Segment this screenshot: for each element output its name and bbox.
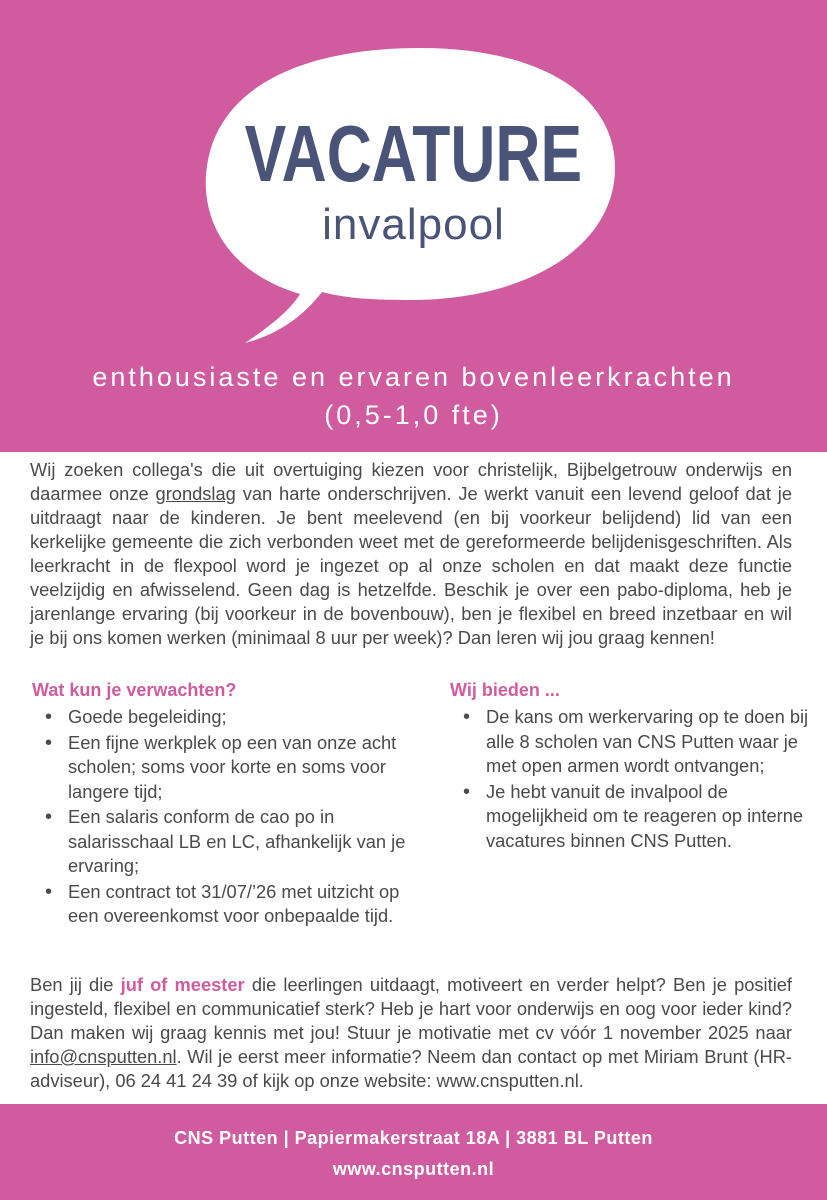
outro-text-start: Ben jij die bbox=[30, 974, 121, 995]
intro-paragraph bbox=[30, 458, 792, 650]
offer-list bbox=[448, 705, 818, 853]
intro-text-start: Wij zoeken collega's die uit overtuiging kiezen voor christelijk, Bijbelgetrouw onderwijs en daarmee onze bbox=[30, 459, 792, 504]
list-item: • Een contract tot 31/07/’26 met uitzicht op een overeenkomst voor onbepaalde tijd. bbox=[30, 880, 430, 929]
highlight-text: juf of meester bbox=[120, 974, 245, 995]
intro-text-end: van harte onderschrijven. Je werkt vanuit een levend geloof dat je uitdraagt naar de kinderen. Je bent meelevend (en bij voorkeur belijdend) lid van een kerkelijke gemeente die zich verbonden weet met de gereformeerde belijdenisgeschriften. Als leerkracht in de flexpool word je ingezet op al onze scholen en dat maakt deze functie veelzijdig en afwisselend. Geen dag is hetzelfde. Beschik je over een pabo-diploma, heb je jarenlange ervaring (bij voorkeur in de bovenbouw), ben je flexibel en breed inzetbaar en wil je bij ons komen werken (minimaal 8 uur per week)? Dan leren wij jou graag kennen! bbox=[30, 483, 793, 648]
offer-heading: Wij bieden ... bbox=[450, 680, 560, 700]
outro-text-end: . Wil je eerst meer informatie? Neem dan contact op met Miriam Brunt (HR-adviseur), 06 24 41 24 39 of kijk op onze website: www.cnsputten.nl. bbox=[30, 1046, 792, 1091]
header-banner bbox=[0, 0, 827, 452]
footer-website[interactable]: www.cnsputten.nl bbox=[332, 1159, 495, 1179]
list-item: • Een fijne werkplek op een van onze acht scholen; soms voor korte en soms voor langere tijd; bbox=[30, 731, 430, 805]
tagline-line1: enthousiaste en ervaren bovenleerkrachten bbox=[92, 362, 735, 392]
list-item: • Je hebt vanuit de invalpool de mogelijkheid om te reageren op interne vacatures binnen CNS Putten. bbox=[448, 780, 818, 854]
offer-section bbox=[448, 680, 818, 854]
list-item: • De kans om werkervaring op te doen bij alle 8 scholen van CNS Putten waar je met open armen wordt ontvangen; bbox=[448, 705, 818, 779]
expect-list bbox=[30, 705, 430, 929]
outro-text-middle: die leerlingen uitdaagt, motiveert en verder helpt? Ben je positief ingesteld, flexibel en communicatief sterk? Heb je hart voor onderwijs en oog voor ieder kind? Dan maken wij graag kennis met jou! Stuur je motivatie met cv vóór 1 november 2025 naar bbox=[30, 974, 792, 1043]
email-link[interactable]: info@cnsputten.nl bbox=[30, 1046, 177, 1067]
outro-paragraph bbox=[30, 973, 792, 1093]
expect-section bbox=[30, 680, 430, 930]
list-item: • Goede begeleiding; bbox=[30, 705, 430, 730]
expect-heading: Wat kun je verwachten? bbox=[32, 680, 237, 700]
footer-banner bbox=[0, 1104, 827, 1200]
vacancy-subtitle: invalpool bbox=[322, 200, 505, 249]
vacancy-title: VACATURE bbox=[244, 109, 583, 198]
tagline-line2: (0,5-1,0 fte) bbox=[324, 400, 503, 430]
list-item: • Een salaris conform de cao po in salarisschaal LB en LC, afhankelijk van je ervaring; bbox=[30, 805, 430, 879]
grondslag-link[interactable]: grondslag bbox=[155, 483, 236, 504]
footer-address: CNS Putten | Papiermakerstraat 18A | 3881 BL Putten bbox=[174, 1128, 653, 1148]
